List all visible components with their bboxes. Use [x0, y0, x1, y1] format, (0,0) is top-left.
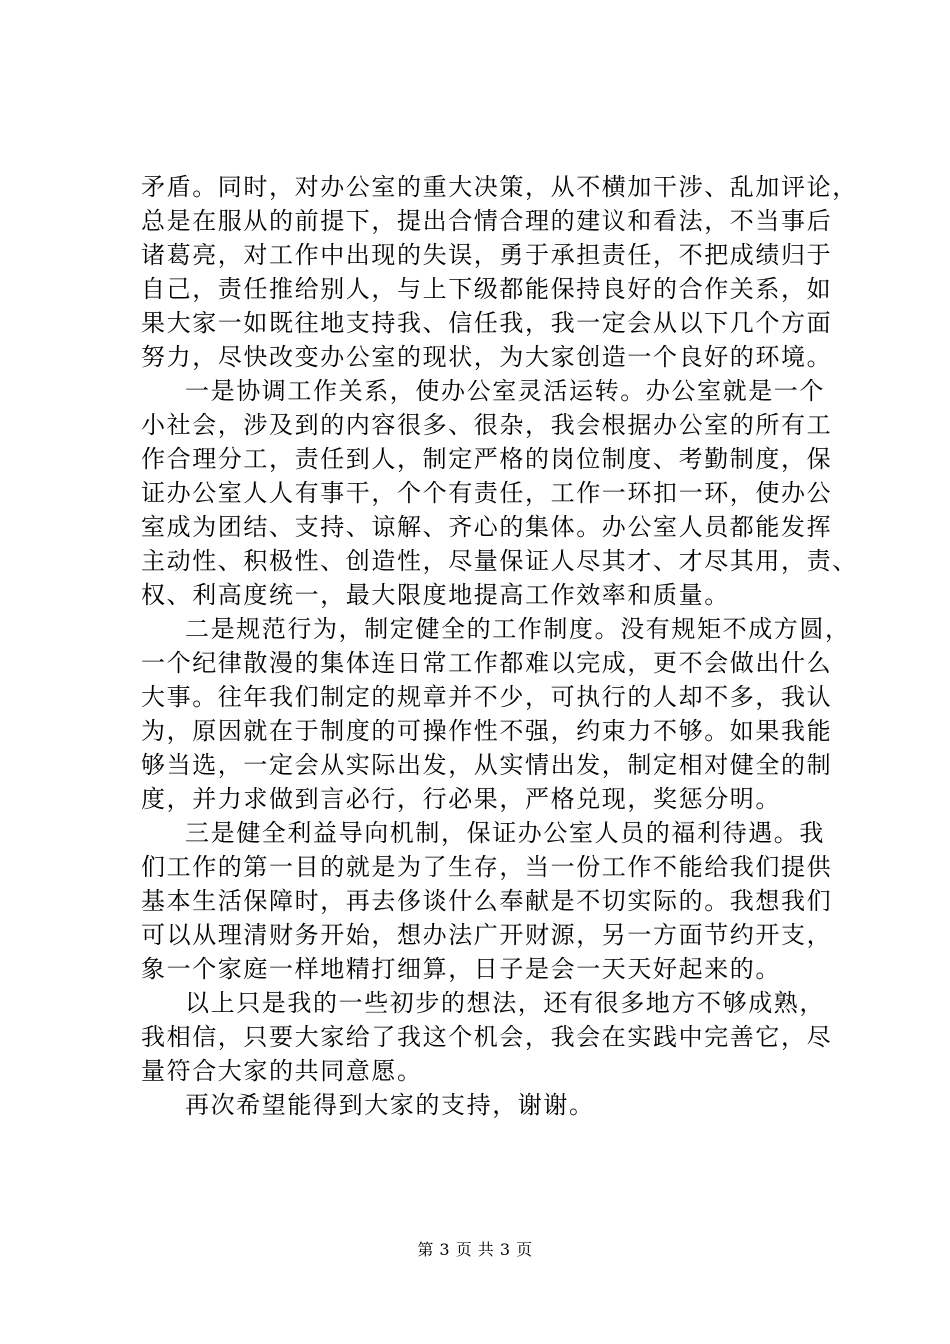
- text-line: 以上只是我的一些初步的想法，还有很多地方不够成熟，: [185, 989, 825, 1017]
- body-text: [141, 170, 858, 1122]
- text-line: 我相信，只要大家给了我这个机会，我会在实践中完善它，尽: [141, 1023, 833, 1051]
- text-line: 二是规范行为，制定健全的工作制度。没有规矩不成方圆，: [185, 615, 851, 643]
- text-line: 室成为团结、支持、谅解、齐心的集体。办公室人员都能发挥: [141, 513, 833, 541]
- text-line: 们工作的第一目的就是为了生存，当一份工作不能给我们提供: [141, 853, 833, 881]
- page-footer: 第 3 页 共 3 页: [417, 1240, 533, 1259]
- text-line: 作合理分工，责任到人，制定严格的岗位制度、考勤制度，保: [141, 445, 833, 473]
- text-line: 果大家一如既往地支持我、信任我，我一定会从以下几个方面: [141, 309, 833, 337]
- text-line: 再次希望能得到大家的支持，谢谢。: [185, 1091, 595, 1119]
- text-line: 权、利高度统一，最大限度地提高工作效率和质量。: [141, 581, 730, 609]
- text-line: 总是在服从的前提下，提出合情合理的建议和看法，不当事后: [141, 207, 833, 235]
- text-line: 证办公室人人有事干，个个有责任，工作一环扣一环，使办公: [141, 479, 833, 507]
- text-line: 三是健全利益导向机制，保证办公室人员的福利待遇。我: [185, 819, 825, 847]
- text-line: 大事。往年我们制定的规章并不少，可执行的人却不多，我认: [141, 683, 833, 711]
- text-line: 一是协调工作关系，使办公室灵活运转。办公室就是一个: [185, 377, 825, 405]
- text-line: 小社会，涉及到的内容很多、很杂，我会根据办公室的所有工: [141, 411, 833, 439]
- text-line: 自己，责任推给别人，与上下级都能保持良好的合作关系，如: [141, 275, 833, 303]
- text-line: 基本生活保障时，再去侈谈什么奉献是不切实际的。我想我们: [141, 887, 833, 915]
- text-line: 象一个家庭一样地精打细算，日子是会一天天好起来的。: [141, 955, 781, 983]
- text-line: 量符合大家的共同意愿。: [141, 1057, 423, 1085]
- text-line: 一个纪律散漫的集体连日常工作都难以完成，更不会做出什么: [141, 649, 833, 677]
- text-line: 矛盾。同时，对办公室的重大决策，从不横加干涉、乱加评论，: [141, 173, 858, 201]
- text-line: 为，原因就在于制度的可操作性不强，约束力不够。如果我能: [141, 717, 833, 745]
- text-line: 主动性、积极性、创造性，尽量保证人尽其才、才尽其用，责、: [141, 547, 858, 575]
- text-line: 够当选，一定会从实际出发，从实情出发，制定相对健全的制: [141, 751, 833, 779]
- text-line: 努力，尽快改变办公室的现状，为大家创造一个良好的环境。: [141, 343, 833, 371]
- text-line: 度，并力求做到言必行，行必果，严格兑现，奖惩分明。: [141, 785, 781, 813]
- text-line: 可以从理清财务开始，想办法广开财源，另一方面节约开支，: [141, 921, 833, 949]
- text-line: 诸葛亮，对工作中出现的失误，勇于承担责任，不把成绩归于: [141, 241, 833, 269]
